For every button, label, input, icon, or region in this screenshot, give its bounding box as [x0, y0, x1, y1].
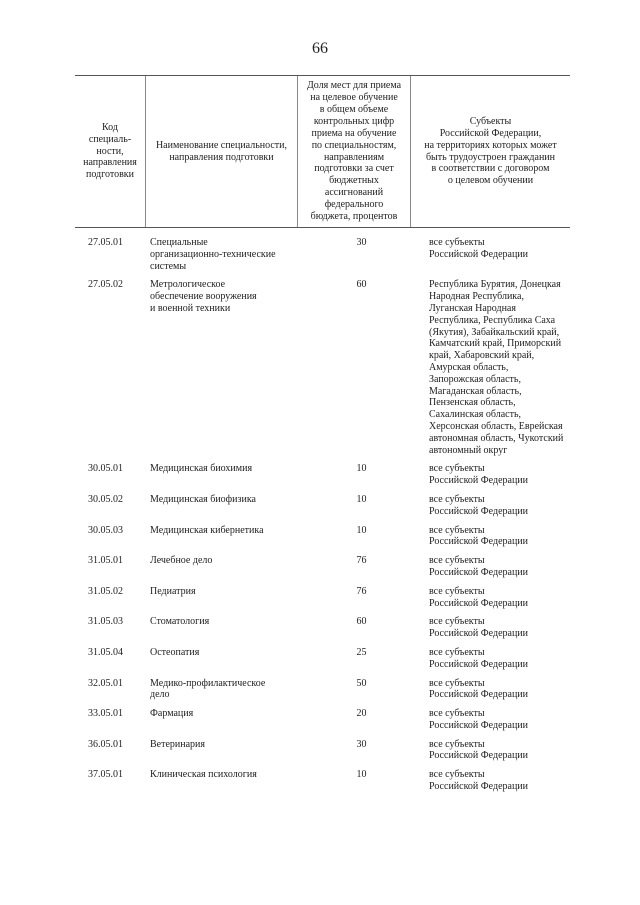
- cell-name: Клиническая психология: [150, 769, 257, 781]
- cell-name: Ветеринария: [150, 738, 206, 750]
- cell-share: 10: [356, 493, 367, 505]
- table-row: [75, 739, 570, 770]
- cell-subjects: все субъекты Российской Федерации: [429, 524, 529, 548]
- cell-subjects: все субъекты Российской Федерации: [429, 708, 529, 731]
- cell-name: Фармация: [150, 708, 194, 720]
- cell-share: 76: [356, 585, 367, 597]
- cell-code: 36.05.01: [88, 738, 123, 750]
- cell-name: Лечебное дело: [150, 555, 213, 567]
- table-row: [75, 708, 570, 739]
- cell-subjects: все субъекты Российской Федерации: [429, 585, 529, 609]
- table-row: [75, 586, 570, 617]
- cell-share: 60: [356, 279, 367, 291]
- table-row: [75, 678, 570, 709]
- cell-code: 32.05.01: [88, 677, 123, 689]
- table-row: [75, 237, 570, 279]
- page-number: 66: [312, 40, 328, 57]
- cell-subjects: все субъекты Российской Федерации: [429, 616, 529, 640]
- cell-code: 30.05.02: [88, 493, 123, 505]
- table-row: [75, 647, 570, 678]
- table-row: [75, 494, 570, 525]
- cell-subjects: все субъекты Российской Федерации: [429, 463, 529, 487]
- cell-subjects: все субъекты Российской Федерации: [429, 769, 529, 793]
- cell-share: 76: [356, 555, 367, 567]
- cell-subjects: все субъекты Российской Федерации: [429, 493, 529, 517]
- cell-subjects: все субъекты Российской Федерации: [429, 646, 529, 670]
- header-share: Доля мест для приема на целевое обучение в общем объеме контрольных цифр приема на обучение по специальностям, направлениям подготовки за счет бюджетных ассигнований федерального бюджета, процентов: [298, 76, 411, 227]
- table-header: [75, 75, 570, 228]
- cell-name: Педиатрия: [150, 585, 196, 597]
- cell-share: 10: [356, 769, 367, 781]
- cell-code: 31.05.03: [88, 616, 123, 628]
- cell-name: Остеопатия: [150, 646, 200, 658]
- cell-name: Медико-профилактическое дело: [150, 677, 266, 701]
- cell-code: 30.05.01: [88, 463, 123, 475]
- cell-name: Медицинская биохимия: [150, 463, 253, 475]
- cell-name: Стоматология: [150, 616, 210, 628]
- table-row: [75, 616, 570, 647]
- cell-code: 27.05.02: [88, 279, 123, 291]
- header-subjects: Субъекты Российской Федерации, на территориях которых может быть трудоустроен гражданин в соответствии с договором о целевом обучении: [424, 115, 557, 187]
- cell-code: 33.05.01: [88, 708, 123, 720]
- cell-subjects: все субъекты Российской Федерации: [429, 237, 529, 260]
- cell-share: 10: [356, 524, 367, 536]
- cell-code: 27.05.01: [88, 237, 123, 248]
- header-name: Наименование специальности, направления подготовки: [146, 76, 298, 227]
- cell-name: Специальные организационно-технические системы: [150, 237, 276, 272]
- cell-code: 37.05.01: [88, 769, 123, 781]
- cell-code: 30.05.03: [88, 524, 123, 536]
- table-body: [75, 237, 570, 800]
- cell-name: Медицинская биофизика: [150, 493, 256, 505]
- header-code: Код специаль- ности, направления подготовки: [75, 76, 146, 227]
- cell-subjects: все субъекты Российской Федерации: [429, 738, 529, 762]
- cell-subjects: все субъекты Российской Федерации: [429, 555, 529, 578]
- cell-code: 31.05.04: [88, 646, 123, 658]
- cell-share: 60: [356, 616, 367, 628]
- cell-share: 30: [356, 237, 367, 248]
- cell-share: 20: [356, 708, 367, 720]
- cell-subjects: все субъекты Российской Федерации: [429, 677, 529, 701]
- cell-name: Метрологическое обеспечение вооружения и военной техники: [150, 279, 257, 314]
- table-row: [75, 525, 570, 556]
- table-row: [75, 555, 570, 586]
- cell-name: Медицинская кибернетика: [150, 524, 264, 536]
- cell-code: 31.05.01: [88, 555, 123, 567]
- cell-share: 30: [356, 738, 367, 750]
- table-row: [75, 769, 570, 800]
- cell-share: 50: [356, 677, 367, 689]
- table-row: [75, 463, 570, 494]
- cell-code: 31.05.02: [88, 585, 123, 597]
- cell-share: 10: [356, 463, 367, 475]
- table-row: [75, 279, 570, 463]
- cell-subjects: Республика Бурятия, Донецкая Народная Республика, Луганская Народная Республика, Республика Саха (Якутия), Забайкальский край, Камчатский край, Приморский край, Хабаровский край, Амурская область, Запорожская область, Магаданская область, Пензенская область, Сахалинская область, Херсонская область, Еврейская автономная область, Чукотский автономный округ: [429, 279, 564, 456]
- cell-share: 25: [356, 646, 367, 658]
